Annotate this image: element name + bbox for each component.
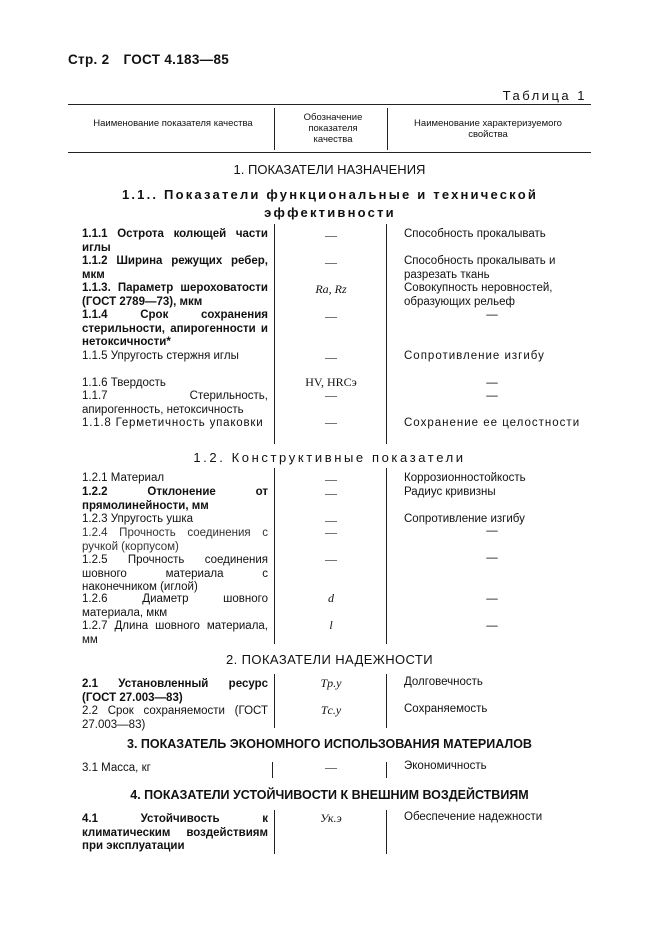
row-property: — (486, 390, 498, 402)
column-divider (386, 762, 387, 778)
row-property: Долговечность (404, 676, 483, 688)
row-name: 1.1.5 Упругость стержня иглы (82, 350, 239, 362)
section-heading-3: 3. ПОКАЗАТЕЛЬ ЭКОНОМНОГО ИСПОЛЬЗОВАНИЯ МАТЕРИАЛОВ (127, 737, 532, 751)
row-designation: HV, HRCэ (305, 375, 357, 389)
row-name: 2.2 Срок сохраняемости (ГОСТ 27.003—83) (82, 705, 268, 731)
row-name: 1.1.6 Твердость (82, 377, 166, 389)
row-designation: — (325, 760, 337, 774)
column-header-name: Наименование показателя качества (93, 118, 253, 129)
subsection-heading-1-1: 1.1.. Показатели функциональные и технической эффективности (121, 187, 539, 220)
row-designation: — (325, 486, 337, 500)
row-designation: — (325, 525, 337, 539)
table-top-rule (68, 104, 591, 105)
row-name: 1.2.1 Материал (82, 472, 165, 484)
column-divider (386, 674, 387, 728)
row-designation: — (325, 255, 337, 269)
row-name: 1.2.4 Прочность соединения с ручкой (корпусом) (82, 527, 268, 553)
row-name: 2.1 Установленный ресурс (ГОСТ 27.003—83) (82, 678, 268, 704)
row-designation: l (329, 618, 333, 632)
row-property: — (486, 309, 498, 321)
row-name: 1.2.6 Диаметр шовного материала, мкм (82, 593, 268, 619)
row-name: 4.1 Устойчивость к климатическим воздействиям при эксплуатации (82, 813, 268, 852)
row-designation: Ra, Rz (315, 282, 347, 296)
standard-code: ГОСТ 4.183—85 (123, 52, 230, 67)
column-header-designation: Обозначение показателя качества (303, 112, 363, 145)
column-divider (386, 224, 387, 444)
row-name: 3.1 Масса, кг (82, 762, 151, 774)
row-property: Совокупность неровностей, образующих рельеф (404, 282, 553, 308)
header-divider-1 (274, 108, 275, 150)
column-divider (386, 810, 387, 854)
row-property: — (486, 377, 498, 389)
row-designation: — (325, 415, 337, 429)
column-divider (274, 468, 275, 644)
row-name: 1.2.5 Прочность соединения шовного материала с наконечником (иглой) (82, 554, 268, 593)
row-designation: Ук.э (320, 811, 342, 825)
row-property: Сопротивление изгибу (404, 513, 525, 525)
table-title: Таблица 1 (502, 88, 587, 103)
row-designation: — (325, 388, 337, 402)
row-name: 1.1.1 Острота колющей части иглы (82, 228, 268, 254)
section-heading-4: 4. ПОКАЗАТЕЛИ УСТОЙЧИВОСТИ К ВНЕШНИМ ВОЗДЕЙСТВИЯМ (130, 788, 529, 802)
row-name: 1.2.2 Отклонение от прямолинейности, мм (82, 486, 268, 512)
row-property: Сохранение ее целостности (404, 417, 581, 429)
row-designation: — (325, 228, 337, 242)
row-name: 1.1.4 Срок сохранения стерильности, апирогенности и нетоксичности* (82, 309, 268, 348)
column-divider (386, 468, 387, 644)
subsection-heading-1-2: 1.2. Конструктивные показатели (193, 450, 466, 465)
row-name: 1.1.7 Стерильность, апирогенность, нетоксичность (82, 390, 268, 416)
column-divider (274, 810, 275, 854)
table-header-rule (68, 152, 591, 153)
row-designation: — (325, 309, 337, 323)
row-name: 1.2.3 Упругость ушка (82, 513, 194, 525)
row-property: — (486, 593, 498, 605)
column-divider (274, 674, 275, 728)
row-name: 1.1.3. Параметр шероховатости (ГОСТ 2789—73), мкм (82, 282, 268, 308)
row-property: Радиус кривизны (404, 486, 496, 498)
row-property: Экономичность (404, 760, 487, 772)
row-designation: d (328, 591, 334, 605)
row-property: Обеспечение надежности (404, 811, 543, 823)
row-designation: — (325, 552, 337, 566)
column-divider (272, 762, 273, 778)
row-property: — (486, 620, 498, 632)
section-heading-1: 1. ПОКАЗАТЕЛИ НАЗНАЧЕНИЯ (233, 162, 426, 177)
row-property: — (486, 552, 498, 564)
row-designation: Tр.у (320, 676, 342, 690)
row-designation: — (325, 472, 337, 486)
row-property: Коррозионностойкость (404, 472, 526, 484)
row-name: 1.2.7 Длина шовного материала, мм (82, 620, 268, 646)
page-number: Стр. 2 (68, 52, 110, 67)
row-property: Способность прокалывать (404, 228, 546, 240)
column-header-property: Наименование характеризуемого свойства (414, 118, 562, 140)
column-divider (274, 224, 275, 444)
header-divider-2 (387, 108, 388, 150)
row-property: — (486, 525, 498, 537)
row-designation: — (325, 513, 337, 527)
row-name: 1.1.2 Ширина режущих ребер, мкм (82, 255, 268, 281)
row-property: Способность прокалывать и разрезать ткань (404, 255, 556, 281)
row-name: 1.1.8 Герметичность упаковки (82, 417, 264, 429)
page-header (68, 52, 239, 67)
row-property: Сохраняемость (404, 703, 488, 715)
row-property: Сопротивление изгибу (404, 350, 545, 362)
row-designation: Tс.у (320, 703, 342, 717)
row-designation: — (325, 350, 337, 364)
section-heading-2: 2. ПОКАЗАТЕЛИ НАДЕЖНОСТИ (226, 652, 433, 667)
